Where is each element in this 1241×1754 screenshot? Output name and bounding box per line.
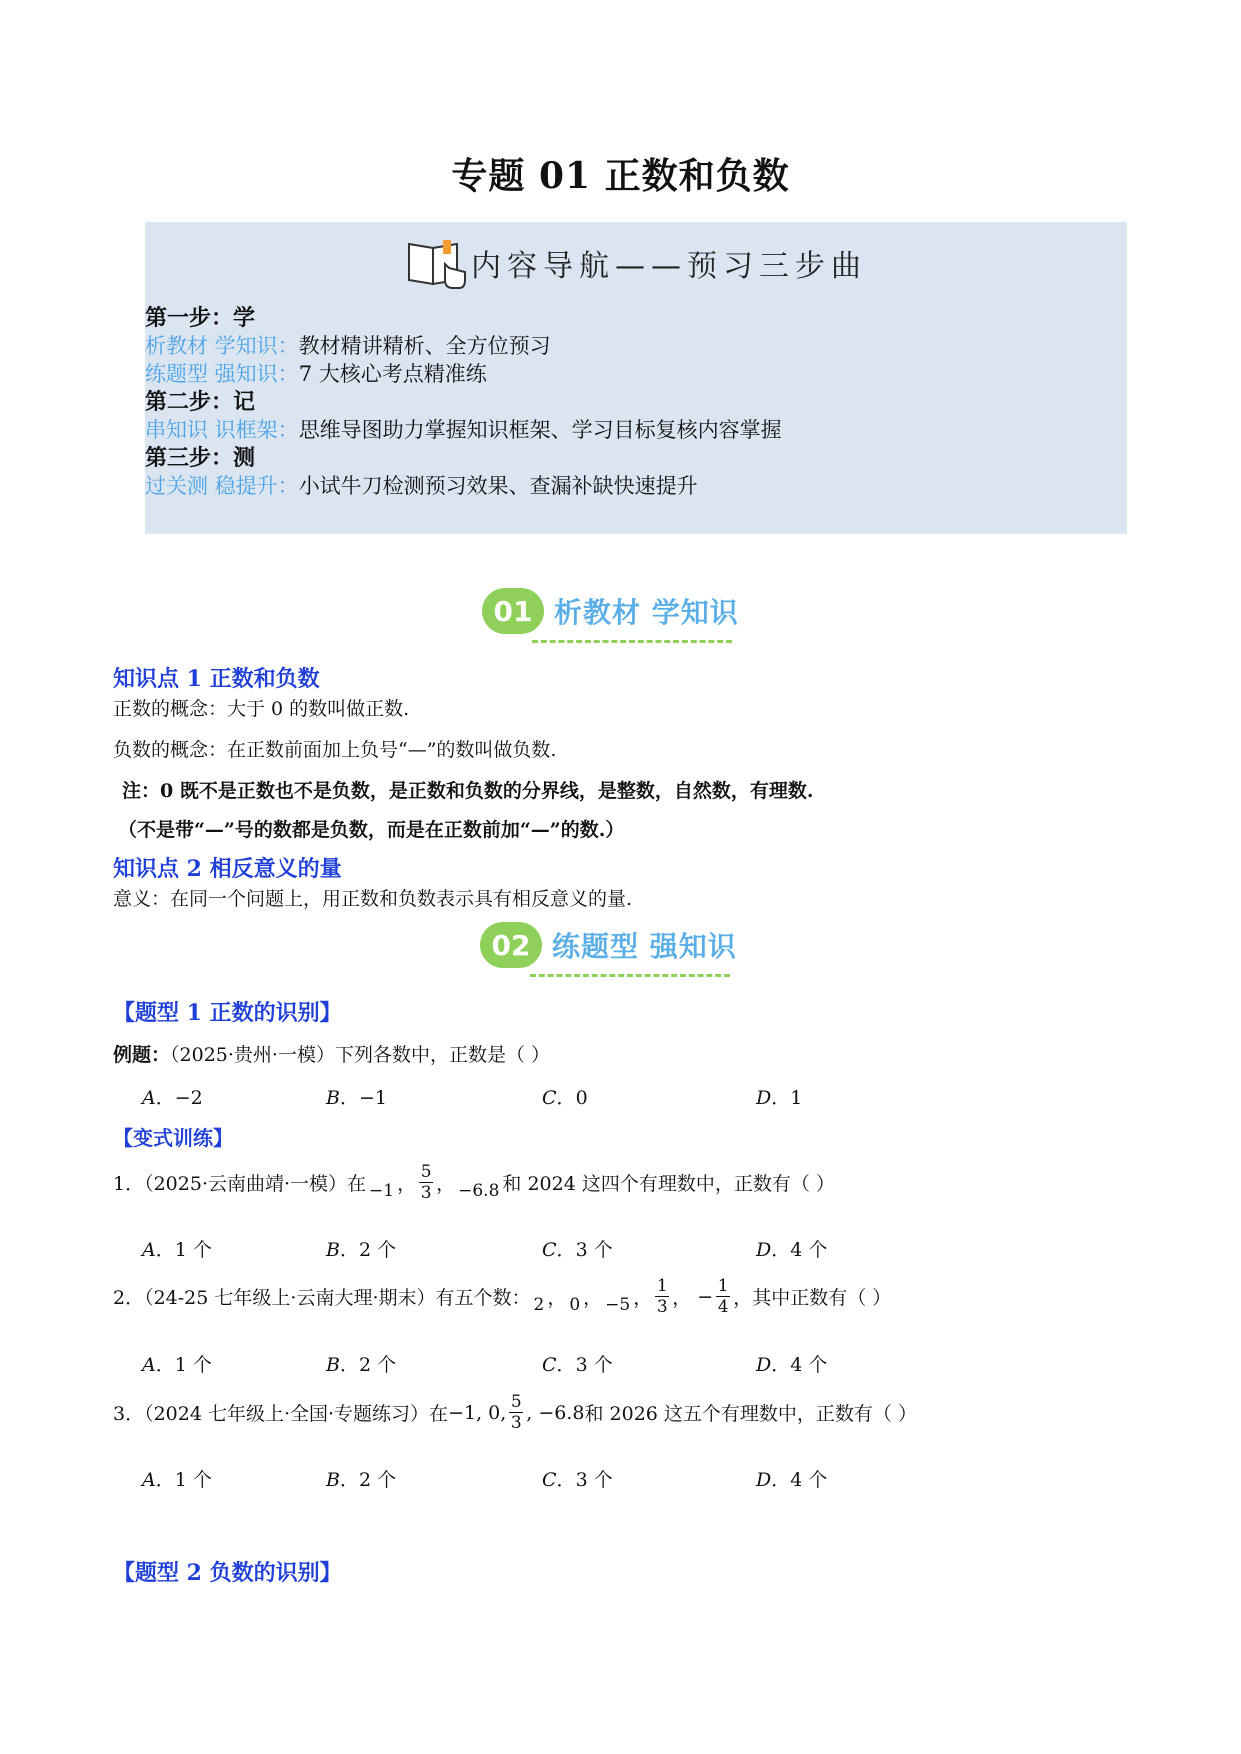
- variant-training-title: 【变式训练】: [113, 1126, 233, 1150]
- fraction: $\frac{5}{3}$: [510, 1392, 522, 1433]
- option-a: A．1 个: [142, 1354, 212, 1376]
- kp1-note-2: （不是带“—”号的数都是负数，而是在正数前加“—”的数.）: [118, 819, 625, 841]
- fraction: $\frac{5}{3}$: [420, 1162, 432, 1203]
- section-badge-02: [480, 922, 780, 982]
- option-d: D．1: [756, 1087, 803, 1109]
- option-d: D．4 个: [756, 1239, 828, 1261]
- question-type-1-title: 【题型 1 正数的识别】: [113, 1000, 342, 1026]
- badge-underline: [530, 974, 730, 977]
- kp2-line-1: 意义：在同一个问题上，用正数和负数表示具有相反意义的量.: [113, 888, 633, 910]
- knowledge-point-2-title: 知识点 2 相反意义的量: [113, 856, 342, 882]
- nav-line-3: 串知识 识框架：思维导图助力掌握知识框架、学习目标复核内容掌握: [145, 418, 782, 442]
- option-d: D．4 个: [756, 1354, 828, 1376]
- nav-line-1: 析教材 学知识：教材精讲精析、全方位预习: [145, 334, 551, 358]
- nav-step-1: 第一步：学: [145, 305, 256, 331]
- option-a: A．−2: [142, 1087, 203, 1109]
- example-question: 例题：（2025·贵州·一模）下列各数中，正数是（ ）: [113, 1044, 550, 1066]
- kp1-note-1: 注：0 既不是正数也不是负数，是正数和负数的分界线，是整数，自然数，有理数.: [122, 780, 814, 802]
- question-2: 2．（24-25 七年级上·云南大理·期末）有五个数： 2 ， 0 ， −5 ， $\frac{1}{3}$ ， − $\frac{1}{4}$ ，其中正数有（ ）: [113, 1276, 892, 1317]
- nav-line-2: 练题型 强知识：7 大核心考点精准练: [145, 362, 487, 386]
- option-c: C．3 个: [542, 1469, 613, 1491]
- option-c: C．3 个: [542, 1239, 613, 1261]
- badge-number: 02: [480, 922, 542, 968]
- nav-line-4: 过关测 稳提升：小试牛刀检测预习效果、查漏补缺快速提升: [145, 474, 698, 498]
- nav-step-2: 第二步：记: [145, 389, 256, 415]
- question-1: 1．（2025·云南曲靖·一模）在 −1 ， $\frac{5}{3}$ ， −6.8 和 2024 这四个有理数中，正数有（ ）: [113, 1162, 835, 1203]
- fraction: $\frac{1}{3}$: [656, 1276, 668, 1317]
- option-b: B．−1: [326, 1087, 387, 1109]
- page-title: 专题 01 正数和负数: [451, 155, 790, 197]
- kp1-line-1: 正数的概念：大于 0 的数叫做正数.: [113, 698, 410, 720]
- option-b: B．2 个: [326, 1354, 397, 1376]
- knowledge-point-1-title: 知识点 1 正数和负数: [113, 666, 320, 692]
- nav-header-text: 内容导航——预习三步曲: [471, 249, 867, 284]
- badge-label: 练题型 强知识: [552, 930, 737, 963]
- question-3: 3．（2024 七年级上·全国·专题练习）在 −1, 0, $\frac{5}{3}$ , −6.8 和 2026 这五个有理数中，正数有（ ）: [113, 1392, 917, 1433]
- option-a: A．1 个: [142, 1239, 212, 1261]
- nav-header: [145, 232, 1127, 294]
- option-c: C．0: [542, 1087, 588, 1109]
- question-type-2-title: 【题型 2 负数的识别】: [113, 1560, 342, 1586]
- section-badge-01: [482, 588, 782, 648]
- option-c: C．3 个: [542, 1354, 613, 1376]
- nav-step-3: 第三步：测: [145, 445, 256, 471]
- option-d: D．4 个: [756, 1469, 828, 1491]
- option-a: A．1 个: [142, 1469, 212, 1491]
- badge-underline: [532, 640, 732, 643]
- book-hand-icon: [405, 234, 471, 292]
- badge-number: 01: [482, 588, 544, 634]
- fraction: $\frac{1}{4}$: [717, 1276, 729, 1317]
- badge-label: 析教材 学知识: [554, 596, 739, 629]
- content-nav-box: [145, 222, 1127, 534]
- option-b: B．2 个: [326, 1239, 397, 1261]
- kp1-line-2: 负数的概念：在正数前面加上负号“—”的数叫做负数.: [113, 739, 557, 761]
- option-b: B．2 个: [326, 1469, 397, 1491]
